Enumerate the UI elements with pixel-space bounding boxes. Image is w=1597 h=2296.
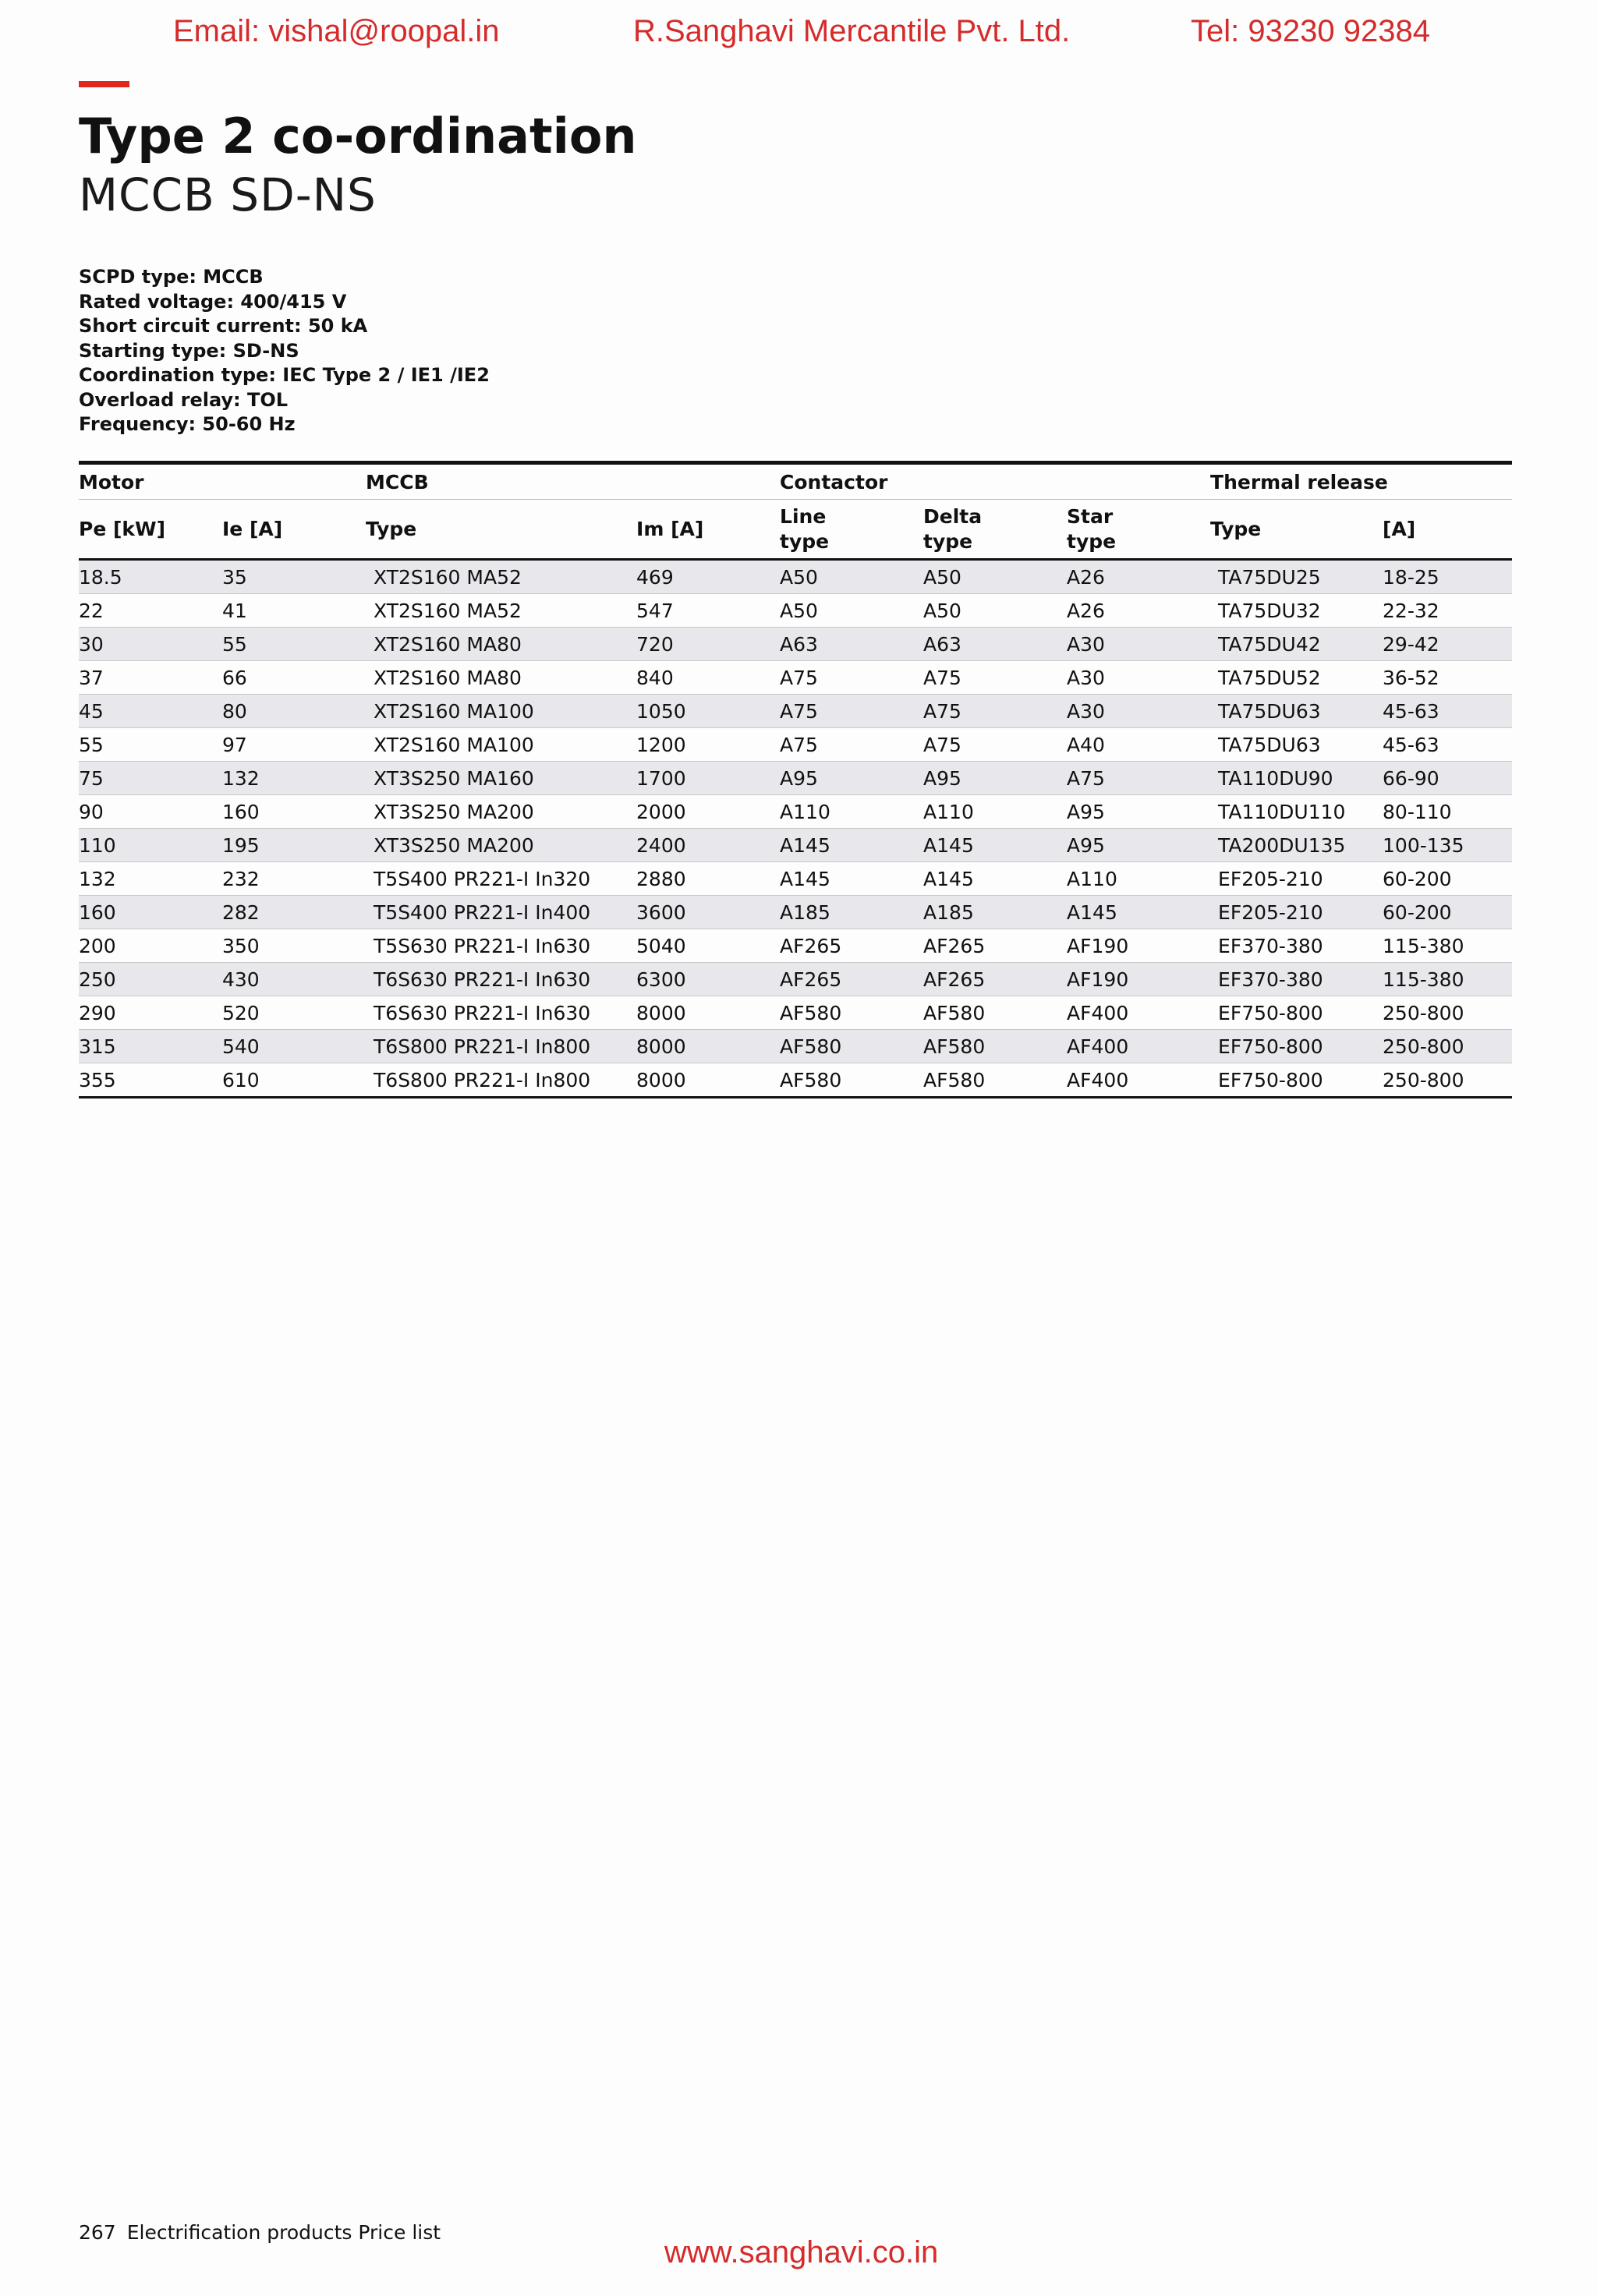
table-cell: AF580 (780, 996, 923, 1030)
table-cell: EF750-800 (1210, 1030, 1383, 1063)
table-row (79, 728, 1512, 762)
table-cell: T6S800 PR221-I In800 (366, 1030, 636, 1063)
table-cell: A95 (1067, 829, 1210, 862)
table-cell: A75 (780, 661, 923, 695)
table-row (79, 963, 1512, 996)
table-cell: 315 (79, 1030, 222, 1063)
table-cell: 97 (222, 728, 366, 762)
table-cell: T6S630 PR221-I In630 (366, 963, 636, 996)
table-cell: A145 (1067, 896, 1210, 929)
table-cell: 250-800 (1383, 1063, 1512, 1098)
table-cell: 282 (222, 896, 366, 929)
table-cell: 840 (636, 661, 780, 695)
table-cell: 547 (636, 594, 780, 628)
page-subtitle: MCCB SD-NS (79, 168, 377, 221)
table-cell: T5S630 PR221-I In630 (366, 929, 636, 963)
page-title: Type 2 co-ordination (79, 108, 637, 165)
table-cell: AF265 (780, 963, 923, 996)
table-cell: A75 (923, 661, 1067, 695)
table-cell: 35 (222, 560, 366, 594)
table-row (79, 628, 1512, 661)
col-range-a: [A] (1383, 500, 1512, 560)
table-cell: 720 (636, 628, 780, 661)
table-cell: 2880 (636, 862, 780, 896)
table-cell: T5S400 PR221-I In320 (366, 862, 636, 896)
table-cell: XT2S160 MA52 (366, 594, 636, 628)
group-mccb: MCCB (366, 463, 780, 500)
table-cell: AF580 (923, 1030, 1067, 1063)
col-delta-type: Delta type (923, 500, 1067, 560)
coordination-table (79, 461, 1512, 1098)
table-cell: TA110DU110 (1210, 795, 1383, 829)
table-cell: 60-200 (1383, 896, 1512, 929)
spec-item: Short circuit current: 50 kA (79, 315, 368, 337)
table-cell: 55 (79, 728, 222, 762)
table-row (79, 862, 1512, 896)
table-cell: EF205-210 (1210, 862, 1383, 896)
footer-info (79, 2221, 441, 2244)
table-cell: TA75DU42 (1210, 628, 1383, 661)
table-cell: A75 (780, 695, 923, 728)
table-cell: TA110DU90 (1210, 762, 1383, 795)
table-cell: 160 (222, 795, 366, 829)
table-cell: 115-380 (1383, 963, 1512, 996)
table-cell: XT2S160 MA100 (366, 728, 636, 762)
table-cell: A26 (1067, 560, 1210, 594)
table-cell: EF205-210 (1210, 896, 1383, 929)
table-cell: AF400 (1067, 1030, 1210, 1063)
table-cell: 18.5 (79, 560, 222, 594)
table-cell: A185 (780, 896, 923, 929)
page-number: 267 (79, 2221, 116, 2244)
table-cell: EF370-380 (1210, 929, 1383, 963)
table-cell: A30 (1067, 628, 1210, 661)
table-cell: A30 (1067, 661, 1210, 695)
spec-item: Starting type: SD-NS (79, 339, 299, 362)
table-cell: 250-800 (1383, 996, 1512, 1030)
table-cell: AF190 (1067, 929, 1210, 963)
table-cell: 45-63 (1383, 728, 1512, 762)
table-cell: AF580 (780, 1063, 923, 1098)
table-cell: 22-32 (1383, 594, 1512, 628)
table-cell: 160 (79, 896, 222, 929)
table-cell: A75 (780, 728, 923, 762)
col-mccb-type: Type (366, 500, 636, 560)
table-cell: XT2S160 MA100 (366, 695, 636, 728)
table-cell: 132 (222, 762, 366, 795)
table-cell: 45 (79, 695, 222, 728)
table-row (79, 996, 1512, 1030)
table-cell: 115-380 (1383, 929, 1512, 963)
table-cell: 66-90 (1383, 762, 1512, 795)
table-cell: 8000 (636, 1030, 780, 1063)
col-star-type: Star type (1067, 500, 1210, 560)
table-cell: A110 (923, 795, 1067, 829)
table-cell: 5040 (636, 929, 780, 963)
table-cell: 80 (222, 695, 366, 728)
table-cell: 250-800 (1383, 1030, 1512, 1063)
table-cell: A26 (1067, 594, 1210, 628)
table-cell: A75 (923, 695, 1067, 728)
table-column-header (79, 500, 1512, 560)
table-cell: 6300 (636, 963, 780, 996)
table-cell: 8000 (636, 1063, 780, 1098)
table-cell: XT3S250 MA200 (366, 795, 636, 829)
table-cell: 1700 (636, 762, 780, 795)
table-cell: AF580 (780, 1030, 923, 1063)
table-row (79, 594, 1512, 628)
table-cell: AF265 (923, 963, 1067, 996)
table-cell: 110 (79, 829, 222, 862)
table-cell: 22 (79, 594, 222, 628)
table-cell: 55 (222, 628, 366, 661)
spec-item: Rated voltage: 400/415 V (79, 290, 347, 313)
table-row (79, 661, 1512, 695)
table-cell: XT2S160 MA52 (366, 560, 636, 594)
table-cell: 2400 (636, 829, 780, 862)
spec-item: Frequency: 50-60 Hz (79, 413, 296, 435)
table-cell: A40 (1067, 728, 1210, 762)
table-cell: TA75DU32 (1210, 594, 1383, 628)
table-row (79, 695, 1512, 728)
table-cell: 90 (79, 795, 222, 829)
table-cell: 200 (79, 929, 222, 963)
table-cell: 195 (222, 829, 366, 862)
table-cell: 350 (222, 929, 366, 963)
table-cell: A50 (923, 594, 1067, 628)
table-cell: XT2S160 MA80 (366, 661, 636, 695)
table-cell: AF265 (780, 929, 923, 963)
spec-list (79, 265, 490, 437)
table-cell: A110 (1067, 862, 1210, 896)
table-cell: T6S630 PR221-I In630 (366, 996, 636, 1030)
table-cell: A95 (780, 762, 923, 795)
table-cell: T6S800 PR221-I In800 (366, 1063, 636, 1098)
table-row (79, 1030, 1512, 1063)
table-cell: 355 (79, 1063, 222, 1098)
table-body (79, 560, 1512, 1098)
table-cell: A50 (780, 560, 923, 594)
table-cell: EF750-800 (1210, 996, 1383, 1030)
table-cell: 100-135 (1383, 829, 1512, 862)
table-cell: A50 (780, 594, 923, 628)
table-cell: A110 (780, 795, 923, 829)
table-cell: 66 (222, 661, 366, 695)
group-thermal-release: Thermal release (1210, 463, 1512, 500)
table-cell: 520 (222, 996, 366, 1030)
table-cell: 45-63 (1383, 695, 1512, 728)
table-cell: 29-42 (1383, 628, 1512, 661)
table-cell: A63 (780, 628, 923, 661)
table-cell: TA200DU135 (1210, 829, 1383, 862)
table-cell: 610 (222, 1063, 366, 1098)
table-cell: 8000 (636, 996, 780, 1030)
table-cell: TA75DU25 (1210, 560, 1383, 594)
table-cell: AF580 (923, 1063, 1067, 1098)
table-cell: TA75DU63 (1210, 728, 1383, 762)
table-row (79, 929, 1512, 963)
table-cell: 30 (79, 628, 222, 661)
table-row (79, 829, 1512, 862)
table-cell: A95 (1067, 795, 1210, 829)
spec-item: Overload relay: TOL (79, 388, 289, 411)
table-cell: 75 (79, 762, 222, 795)
table-cell: A30 (1067, 695, 1210, 728)
table-cell: AF190 (1067, 963, 1210, 996)
table-cell: 41 (222, 594, 366, 628)
table-cell: EF370-380 (1210, 963, 1383, 996)
table-cell: T5S400 PR221-I In400 (366, 896, 636, 929)
table-row (79, 762, 1512, 795)
table-cell: 18-25 (1383, 560, 1512, 594)
table-row (79, 795, 1512, 829)
table-cell: A145 (923, 862, 1067, 896)
table-cell: AF265 (923, 929, 1067, 963)
table-cell: A50 (923, 560, 1067, 594)
group-motor: Motor (79, 463, 366, 500)
col-im-a: Im [A] (636, 500, 780, 560)
table-cell: 60-200 (1383, 862, 1512, 896)
table-cell: 250 (79, 963, 222, 996)
footer-doc-title: Electrification products Price list (126, 2221, 441, 2244)
table-cell: EF750-800 (1210, 1063, 1383, 1098)
table-cell: TA75DU63 (1210, 695, 1383, 728)
footer-website: www.sanghavi.co.in (664, 2235, 939, 2269)
table-cell: A145 (780, 829, 923, 862)
table-cell: 1200 (636, 728, 780, 762)
table-cell: 469 (636, 560, 780, 594)
table-cell: 540 (222, 1030, 366, 1063)
table-group-header (79, 463, 1512, 500)
group-contactor: Contactor (780, 463, 1210, 500)
table-cell: A145 (780, 862, 923, 896)
accent-bar (79, 81, 129, 87)
spec-item: SCPD type: MCCB (79, 266, 264, 288)
table-cell: 3600 (636, 896, 780, 929)
table-cell: 80-110 (1383, 795, 1512, 829)
header-company: R.Sanghavi Mercantile Pvt. Ltd. (633, 14, 1071, 48)
table-cell: 2000 (636, 795, 780, 829)
table-cell: AF580 (923, 996, 1067, 1030)
table-cell: 1050 (636, 695, 780, 728)
table-cell: A95 (923, 762, 1067, 795)
table-cell: 132 (79, 862, 222, 896)
col-ie-a: Ie [A] (222, 500, 366, 560)
col-thermal-type: Type (1210, 500, 1383, 560)
table-cell: AF400 (1067, 1063, 1210, 1098)
table-cell: 290 (79, 996, 222, 1030)
table-cell: 232 (222, 862, 366, 896)
table-cell: A63 (923, 628, 1067, 661)
table-cell: XT3S250 MA160 (366, 762, 636, 795)
table-row (79, 1063, 1512, 1098)
spec-item: Coordination type: IEC Type 2 / IE1 /IE2 (79, 364, 490, 386)
table-cell: 430 (222, 963, 366, 996)
col-line-type: Line type (780, 500, 923, 560)
table-cell: A185 (923, 896, 1067, 929)
table-cell: A75 (1067, 762, 1210, 795)
header-phone: Tel: 93230 92384 (1191, 14, 1430, 48)
table-cell: 36-52 (1383, 661, 1512, 695)
header-email: Email: vishal@roopal.in (173, 14, 500, 48)
table-row (79, 896, 1512, 929)
table-cell: A145 (923, 829, 1067, 862)
table-cell: AF400 (1067, 996, 1210, 1030)
table-cell: XT2S160 MA80 (366, 628, 636, 661)
table-cell: TA75DU52 (1210, 661, 1383, 695)
col-pe-kw: Pe [kW] (79, 500, 222, 560)
table-cell: XT3S250 MA200 (366, 829, 636, 862)
table-cell: A75 (923, 728, 1067, 762)
table-cell: 37 (79, 661, 222, 695)
table-row (79, 560, 1512, 594)
